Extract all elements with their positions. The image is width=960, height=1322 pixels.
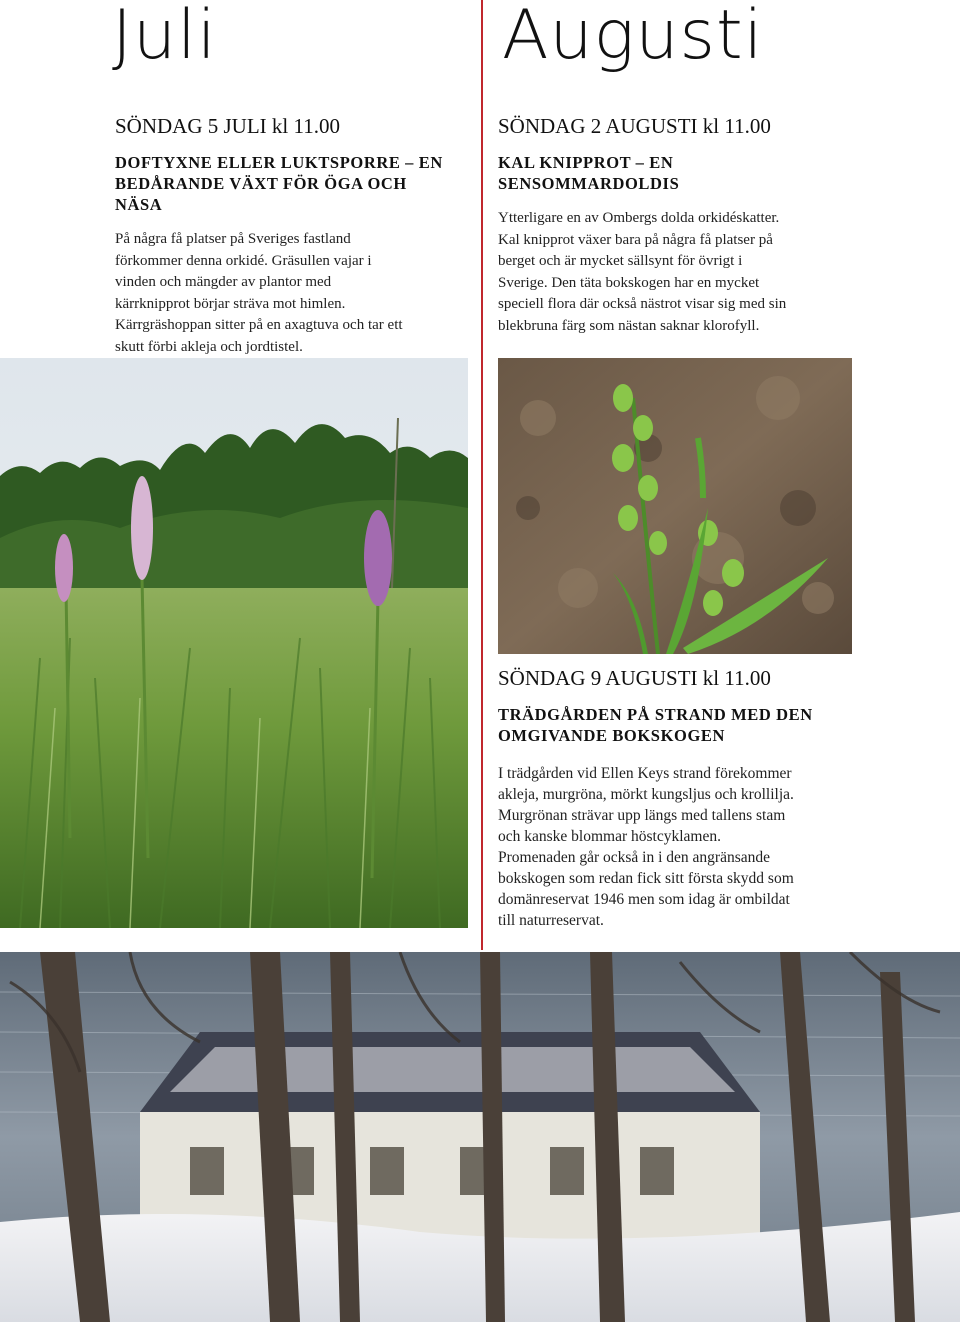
- event-date: SÖNDAG 9 AUGUSTI kl 11.00: [498, 666, 771, 690]
- heading-line: SENSOMMARDOLDIS: [498, 174, 680, 193]
- month-title-august: Augusti: [502, 0, 764, 75]
- event-description: [498, 763, 878, 931]
- body-line: till naturreservat.: [498, 912, 604, 929]
- event-description: [498, 208, 878, 337]
- body-line: Ytterligare en av Ombergs dolda orkidéskatter.: [498, 210, 780, 226]
- body-line: Murgrönan strävar upp längs med tallens stam: [498, 807, 786, 824]
- body-line: och kanske blommar höstcyklamen.: [498, 828, 721, 845]
- heading-line: KAL KNIPPROT – EN: [498, 153, 674, 172]
- month-title-july: Juli: [112, 0, 217, 75]
- body-line: På några få platser på Sveriges fastland: [115, 231, 351, 247]
- heading-line: NÄSA: [115, 195, 163, 214]
- heading-line: TRÄDGÅRDEN PÅ STRAND MED DEN: [498, 705, 813, 724]
- body-line: Promenaden går också in i den angränsande: [498, 849, 771, 866]
- orchid-meadow-photo: [0, 358, 468, 928]
- column-divider: [481, 0, 483, 950]
- event-heading: [498, 704, 878, 746]
- heading-line: DOFTYXNE ELLER LUKTSPORRE – EN: [115, 153, 443, 172]
- body-line: akleja, murgröna, mörkt kungsljus och krollilja.: [498, 786, 794, 803]
- body-line: kärrknipprot börjar sträva mot himlen.: [115, 295, 346, 312]
- body-line: berget och är mycket sällsynt för övrigt i: [498, 253, 743, 269]
- body-line: bokskogen som redan fick sitt första skydd som: [498, 870, 794, 887]
- body-line: skutt förbi akleja och jordtistel.: [115, 338, 303, 355]
- heading-line: BEDÅRANDE VÄXT FÖR ÖGA OCH: [115, 174, 407, 193]
- body-line: Sverige. Den täta bokskogen har en mycket: [498, 274, 760, 291]
- green-orchid-photo: [498, 358, 852, 654]
- body-line: domänreservat 1946 men som idag är ombildat: [498, 891, 790, 908]
- body-line: Kal knipprot växer bara på några få platser på: [498, 231, 773, 248]
- heading-line: OMGIVANDE BOKSKOGEN: [498, 726, 726, 745]
- event-date: SÖNDAG 5 JULI kl 11.00: [115, 114, 340, 138]
- body-line: speciell flora där också nästrot visar sig med sin: [498, 296, 787, 312]
- body-line: I trädgården vid Ellen Keys strand förekommer: [498, 765, 792, 782]
- event-date: SÖNDAG 2 AUGUSTI kl 11.00: [498, 114, 771, 138]
- body-line: blekbruna färg som nästan saknar klorofyll.: [498, 317, 760, 334]
- august-event-2: [498, 666, 878, 931]
- body-line: vinden och mängder av plantor med: [115, 274, 332, 290]
- event-description: [115, 229, 475, 358]
- winter-house-photo: [0, 952, 960, 1322]
- july-event: [115, 114, 475, 358]
- august-event-1: [498, 114, 878, 337]
- body-line: Kärrgräshoppan sitter på en axagtuva och tar ett: [115, 317, 403, 333]
- event-heading: [115, 152, 475, 215]
- event-heading: [498, 152, 878, 194]
- body-line: förkommer denna orkidé. Gräsullen vajar i: [115, 252, 372, 269]
